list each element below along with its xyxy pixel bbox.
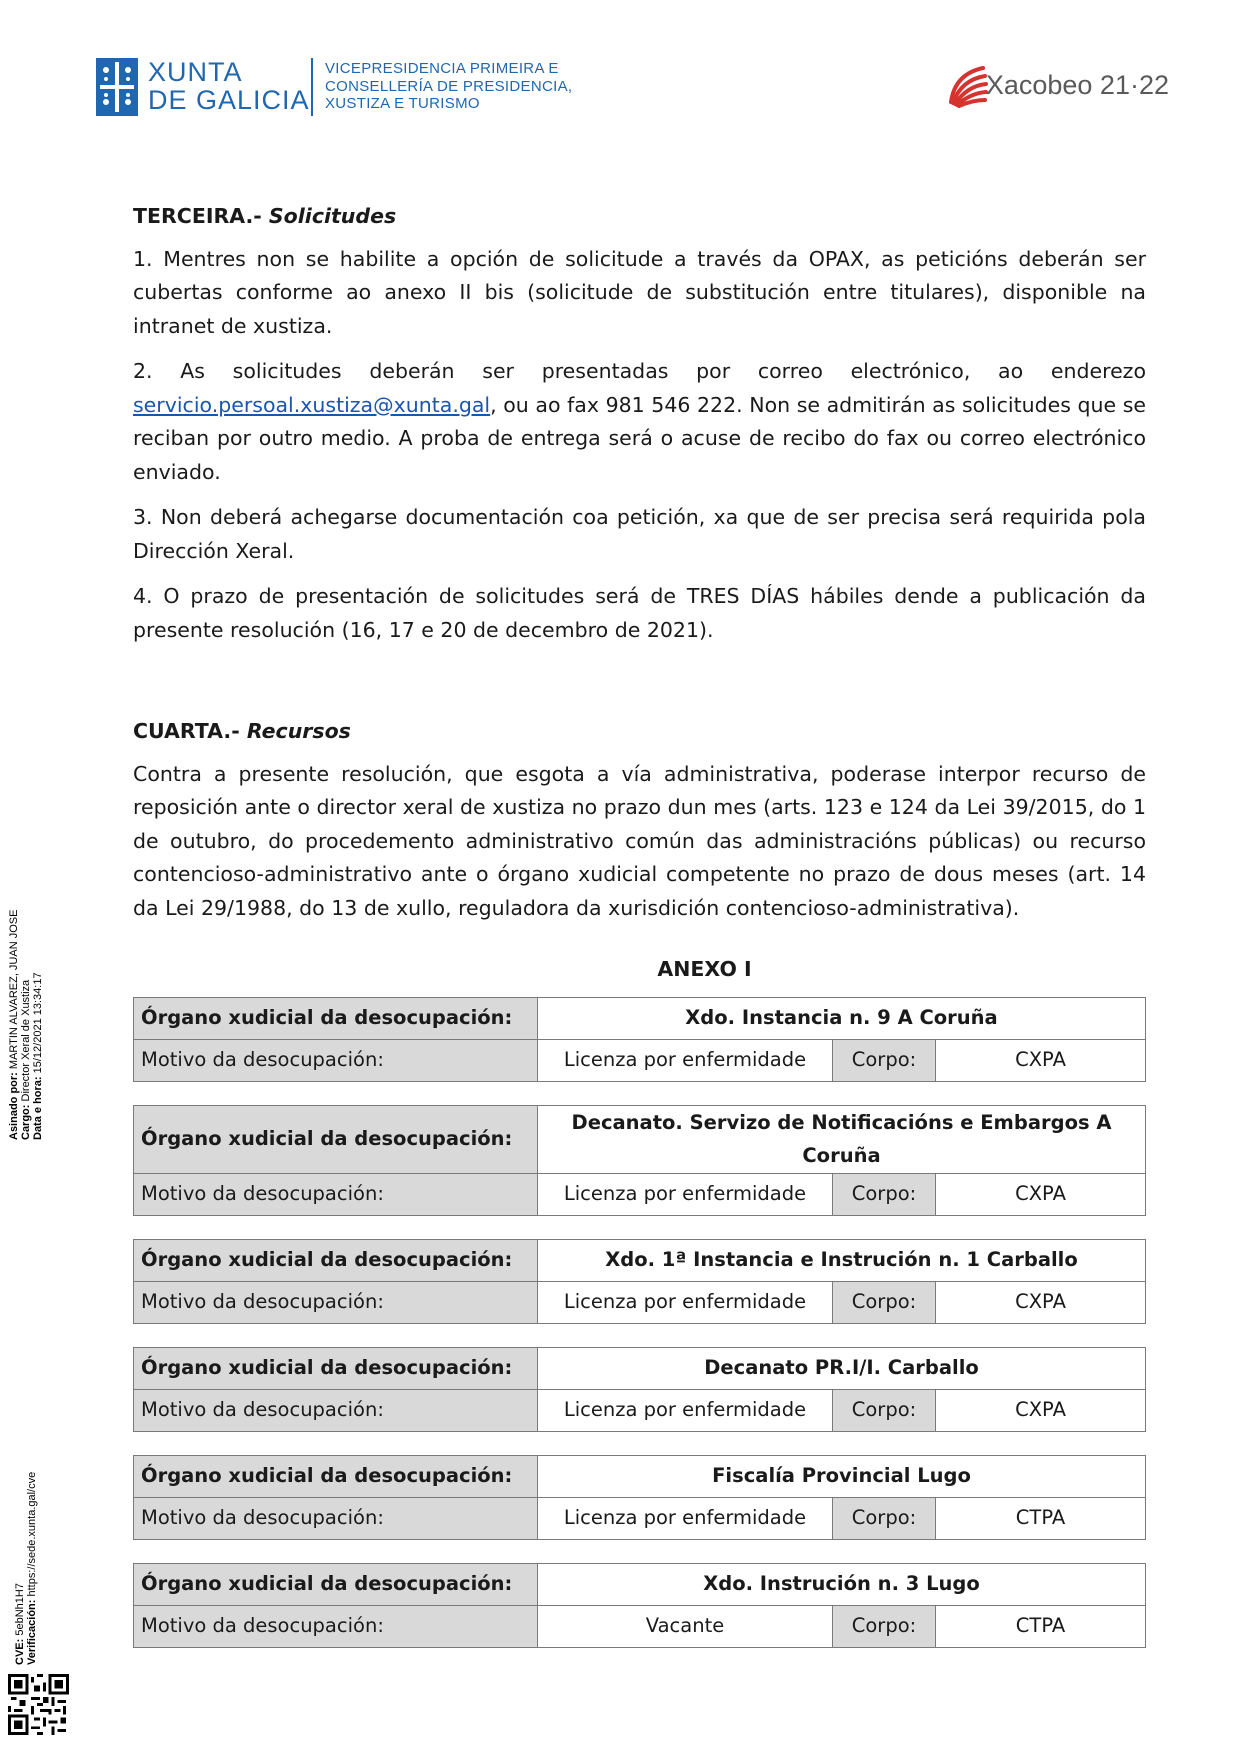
reason-value: Licenza por enfermidade	[538, 1281, 833, 1323]
section-terceira-italic: Solicitudes	[268, 204, 397, 228]
cargo-label: Cargo:	[20, 1104, 32, 1140]
signed-by-label: Asinado por:	[8, 1072, 20, 1140]
reason-value: Licenza por enfermidade	[538, 1389, 833, 1431]
section-cuarta-prefix: CUARTA.-	[133, 719, 240, 743]
corpo-label: Corpo:	[833, 1605, 936, 1647]
section-spacer	[133, 659, 1146, 715]
organ-value: Fiscalía Provincial Lugo	[538, 1455, 1146, 1497]
date-label: Data e hora:	[32, 1076, 44, 1140]
header-divider	[311, 58, 313, 116]
cuarta-paragraph-1: Contra a presente resolución, que esgota a vía administrativa, poderase interpor recurso de reposición ante o director xeral de xustiza no prazo dun mes (arts. 123 e 124 da Lei 39/2015, do 1 de outubro, do procedemento administrativo común das administracións públicas) ou recurso contencioso-administrativo ante o órgano xudicial competente no prazo de dous meses (art. 14 da Lei 29/1988, do 13 de xullo, reguladora da xurisdición contencioso-administrativa).	[133, 761, 1146, 920]
terceira-paragraph-4: 4. O prazo de presentación de solicitudes será de TRES DÍAS hábiles dende a publicación da presente resolución (16, 17 e 20 de decembro de 2021).	[133, 584, 1146, 642]
scallop-shell-icon	[945, 62, 991, 108]
annex-reason-row	[134, 1605, 1146, 1647]
annex-organ-row	[134, 1563, 1146, 1605]
annex-tables	[133, 997, 1146, 1648]
organ-label: Órgano xudicial da desocupación:	[134, 1563, 538, 1605]
corpo-label: Corpo:	[833, 1389, 936, 1431]
section-title-cuarta	[133, 715, 1146, 749]
conselleria-name	[325, 60, 572, 113]
annex-table	[133, 1105, 1146, 1216]
reason-label: Motivo da desocupación:	[134, 1039, 538, 1081]
section-terceira-prefix: TERCEIRA.-	[133, 204, 262, 228]
cve-line	[14, 1472, 26, 1665]
section-cuarta-italic: Recursos	[246, 719, 351, 743]
annex-reason-row	[134, 1389, 1146, 1431]
terceira-p2-before: 2. As solicitudes deberán ser presentadas por correo electrónico, ao enderezo	[133, 359, 1146, 383]
terceira-paragraph-3: 3. Non deberá achegarse documentación coa petición, xa que de ser precisa será requirida pola Dirección Xeral.	[133, 505, 1146, 563]
annex-title: ANEXO I	[657, 957, 752, 981]
corpo-value: CTPA	[936, 1497, 1146, 1539]
annex-organ-row	[134, 1455, 1146, 1497]
signed-by-line	[8, 910, 20, 1140]
conselleria-line1: VICEPRESIDENCIA PRIMEIRA E	[325, 60, 559, 77]
reason-label: Motivo da desocupación:	[134, 1281, 538, 1323]
corpo-label: Corpo:	[833, 1281, 936, 1323]
annex-organ-row	[134, 997, 1146, 1039]
annex-table	[133, 1239, 1146, 1324]
document-body	[133, 200, 1146, 1671]
corpo-value: CXPA	[936, 1281, 1146, 1323]
conselleria-line2: CONSELLERÍA DE PRESIDENCIA,	[325, 77, 573, 95]
annex-table	[133, 997, 1146, 1082]
annex-organ-row	[134, 1239, 1146, 1281]
organ-label: Órgano xudicial da desocupación:	[134, 1455, 538, 1497]
reason-value: Licenza por enfermidade	[538, 1039, 833, 1081]
date-line	[32, 910, 44, 1140]
organ-label: Órgano xudicial da desocupación:	[134, 1105, 538, 1173]
corpo-label: Corpo:	[833, 1039, 936, 1081]
corpo-label: Corpo:	[833, 1497, 936, 1539]
reason-value: Vacante	[538, 1605, 833, 1647]
reason-label: Motivo da desocupación:	[134, 1497, 538, 1539]
annex-table	[133, 1347, 1146, 1432]
xunta-shield-icon	[96, 58, 138, 116]
organ-label: Órgano xudicial da desocupación:	[134, 997, 538, 1039]
reason-value: Licenza por enfermidade	[538, 1173, 833, 1215]
verification-value: https://sede.xunta.gal/cve	[26, 1471, 38, 1597]
annex-table	[133, 1455, 1146, 1540]
corpo-label: Corpo:	[833, 1173, 936, 1215]
reason-label: Motivo da desocupación:	[134, 1173, 538, 1215]
verification-info	[14, 1472, 38, 1665]
corpo-value: CXPA	[936, 1173, 1146, 1215]
xunta-line2: DE GALICIA	[148, 85, 310, 115]
xunta-line1: XUNTA	[148, 57, 243, 87]
annex-reason-row	[134, 1173, 1146, 1215]
xunta-wordmark	[148, 58, 310, 114]
annex-organ-row	[134, 1347, 1146, 1389]
organ-label: Órgano xudicial da desocupación:	[134, 1239, 538, 1281]
xacobeo-wordmark: Xacobeo 21·22	[985, 70, 1169, 100]
verification-label: Verificación:	[26, 1599, 38, 1665]
date-value: 15/12/2021 13:34:17	[32, 972, 44, 1074]
organ-value: Xdo. 1ª Instancia e Instrución n. 1 Carballo	[538, 1239, 1146, 1281]
reason-label: Motivo da desocupación:	[134, 1389, 538, 1431]
reason-value: Licenza por enfermidade	[538, 1497, 833, 1539]
annex-reason-row	[134, 1039, 1146, 1081]
signature-info	[8, 910, 44, 1140]
annex-organ-row	[134, 1105, 1146, 1173]
organ-value: Decanato. Servizo de Notificacións e Embargos A Coruña	[538, 1105, 1146, 1173]
section-title-terceira	[133, 200, 1146, 234]
email-link[interactable]: servicio.persoal.xustiza@xunta.gal	[133, 392, 491, 417]
cve-value: 5ebNh1H7	[14, 1583, 26, 1636]
organ-value: Xdo. Instrución n. 3 Lugo	[538, 1563, 1146, 1605]
organ-value: Decanato PR.I/I. Carballo	[538, 1347, 1146, 1389]
organ-value: Xdo. Instancia n. 9 A Coruña	[538, 997, 1146, 1039]
cargo-line	[20, 910, 32, 1140]
terceira-paragraph-1: 1. Mentres non se habilite a opción de solicitude a través da OPAX, as peticións deberán ser cubertas conforme ao anexo II bis (solicitude de substitución entre titulares), disponible na intranet de xustiza.	[133, 246, 1146, 338]
terceira-p2-after: , ou ao fax 981 546 222. Non se admitirán as solicitudes que se reciban por outro medio. A proba de entrega será o acuse de recibo do fax ou correo electrónico enviado.	[133, 392, 1146, 484]
annex-reason-row	[134, 1281, 1146, 1323]
corpo-value: CXPA	[936, 1389, 1146, 1431]
reason-label: Motivo da desocupación:	[134, 1605, 538, 1647]
qr-code-icon	[8, 1674, 69, 1735]
corpo-value: CXPA	[936, 1039, 1146, 1081]
page-header	[96, 56, 1169, 120]
corpo-value: CTPA	[936, 1605, 1146, 1647]
signed-by-value: MARTIN ALVAREZ, JUAN JOSE	[8, 909, 20, 1070]
organ-label: Órgano xudicial da desocupación:	[134, 1347, 538, 1389]
annex-reason-row	[134, 1497, 1146, 1539]
terceira-paragraph-2	[133, 355, 1146, 489]
cargo-value: Director Xeral de Xustiza	[20, 979, 32, 1102]
cve-label: CVE:	[14, 1638, 26, 1665]
conselleria-line3: XUSTIZA E TURISMO	[325, 95, 480, 112]
verification-line	[26, 1472, 38, 1665]
annex-table	[133, 1563, 1146, 1648]
